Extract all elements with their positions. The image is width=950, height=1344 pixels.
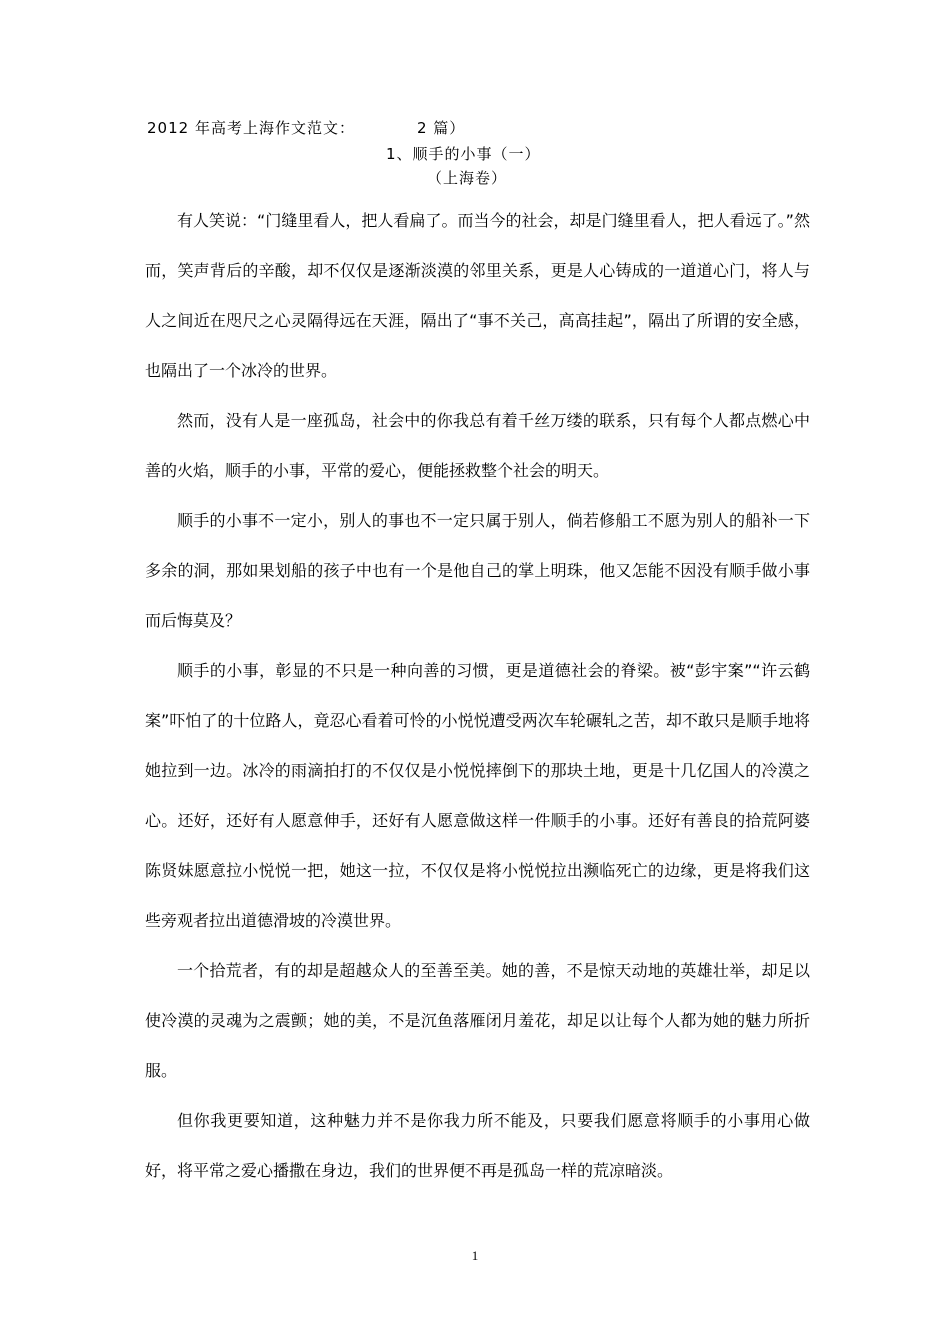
paragraph: 但你我更要知道，这种魅力并不是你我力所不能及，只要我们愿意将顺手的小事用心做好，将平常之爱心播撒在身边，我们的世界便不再是孤岛一样的荒凉暗淡。 xyxy=(145,1111,810,1180)
paragraph: 顺手的小事不一定小，别人的事也不一定只属于别人，倘若修船工不愿为别人的船补一下多余的洞，那如果划船的孩子中也有一个是他自己的掌上明珠，他又怎能不因没有顺手做小事而后悔莫及？ xyxy=(145,511,810,630)
essay-body xyxy=(145,196,810,1196)
document-header-count: 2 篇） xyxy=(417,119,466,137)
page-number: 1 xyxy=(471,1248,479,1263)
paragraph: 有人笑说：“门缝里看人，把人看扁了。而当今的社会，却是门缝里看人，把人看远了。”然而，笑声背后的辛酸，却不仅仅是逐渐淡漠的邻里关系，更是人心铸成的一道道心门，将人与人之间近在咫尺之心灵隔得远在天涯，隔出了“事不关己，高高挂起”，隔出了所谓的安全感，也隔出了一个冰冷的世界。 xyxy=(145,211,810,380)
essay-title: 1、顺手的小事（一） xyxy=(386,145,541,163)
paragraph: 一个拾荒者，有的却是超越众人的至善至美。她的善，不是惊天动地的英雄壮举，却足以使冷漠的灵魂为之震颤；她的美，不是沉鱼落雁闭月羞花，却足以让每个人都为她的魅力所折服。 xyxy=(145,961,810,1080)
paragraph: 然而，没有人是一座孤岛，社会中的你我总有着千丝万缕的联系，只有每个人都点燃心中善的火焰，顺手的小事，平常的爱心，便能拯救整个社会的明天。 xyxy=(145,411,810,480)
essay-source: （上海卷） xyxy=(427,169,508,187)
document-header: 2012 年高考上海作文范文： xyxy=(147,119,355,137)
paragraph: 顺手的小事，彰显的不只是一种向善的习惯，更是道德社会的脊梁。被“彭宇案”“许云鹤案”吓怕了的十位路人，竟忍心看着可怜的小悦悦遭受两次车轮碾轧之苦，却不敢只是顺手地将她拉到一边。冰冷的雨滴拍打的不仅仅是小悦悦摔倒下的那块土地，更是十几亿国人的冷漠之心。还好，还好有人愿意伸手，还好有人愿意做这样一件顺手的小事。还好有善良的拾荒阿婆陈贤妹愿意拉小悦悦一把，她这一拉，不仅仅是将小悦悦拉出濒临死亡的边缘，更是将我们这些旁观者拉出道德滑坡的冷漠世界。 xyxy=(145,661,810,930)
